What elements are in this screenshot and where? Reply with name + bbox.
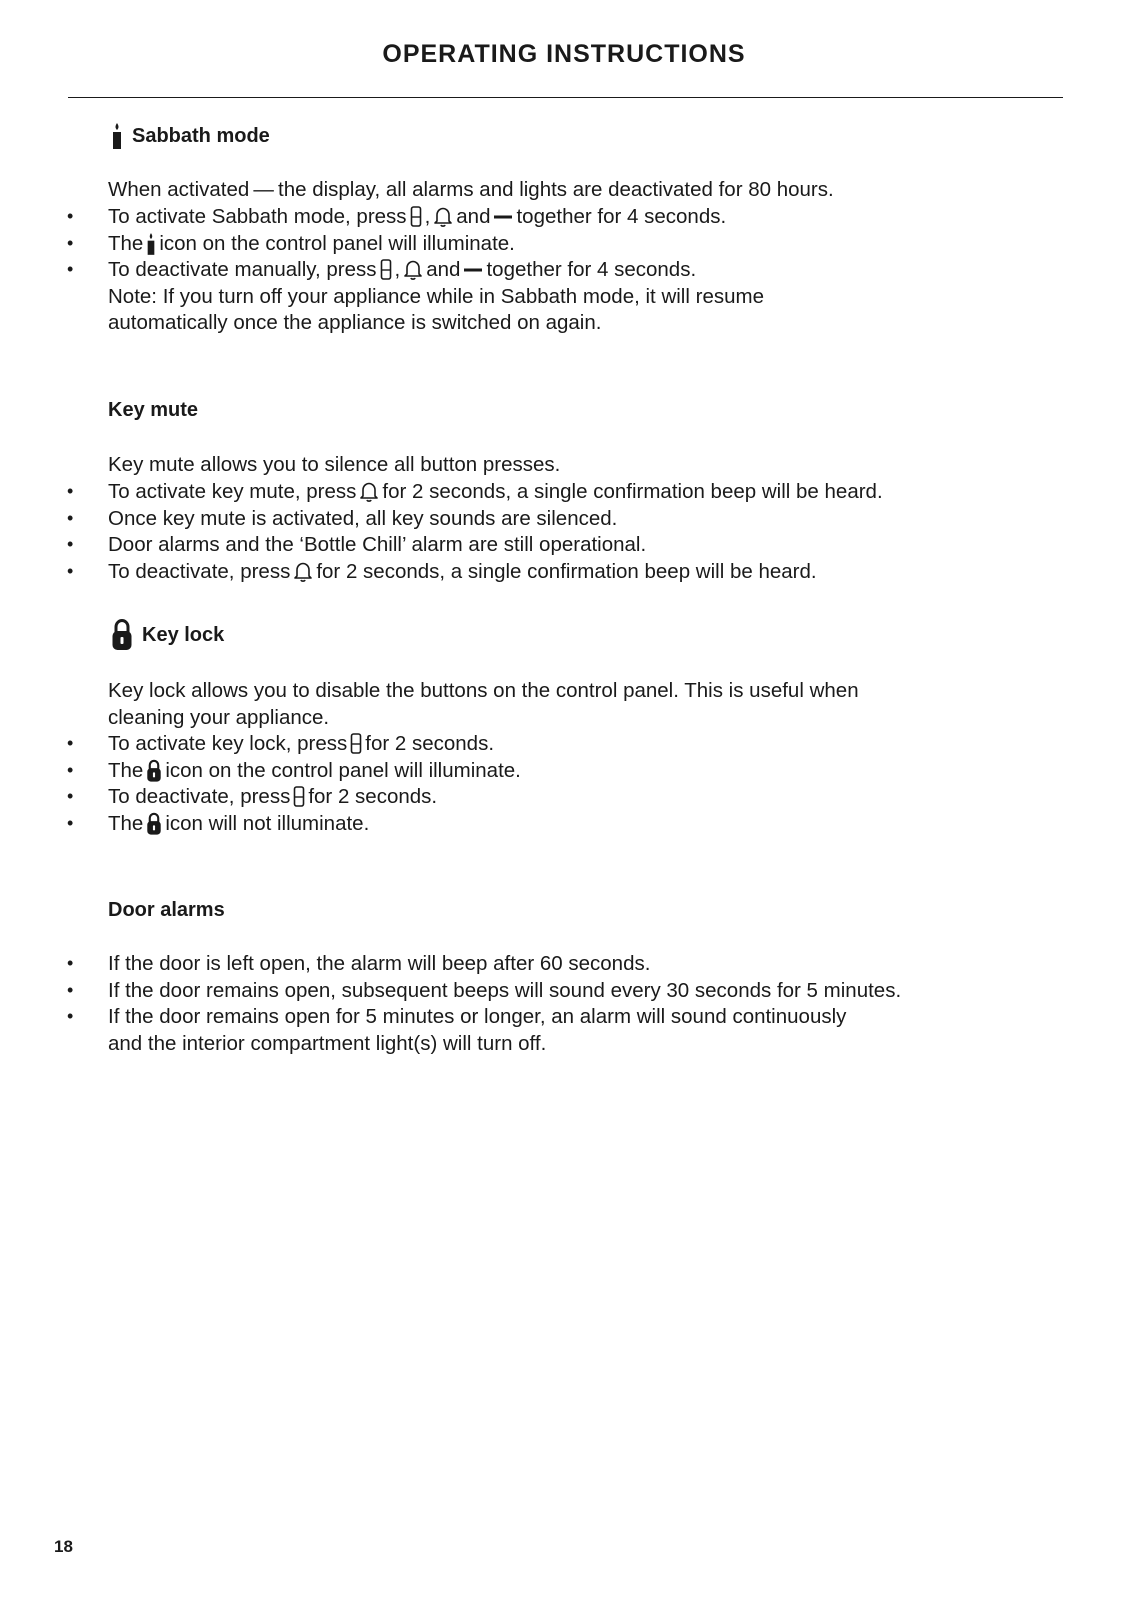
page-title: OPERATING INSTRUCTIONS (382, 40, 746, 68)
bullet-marker: • (67, 733, 74, 753)
key-button-icon (293, 785, 305, 809)
bullet-marker: • (67, 980, 74, 1000)
section-title: Key mute (108, 398, 199, 421)
page-number: 18 (54, 1537, 73, 1556)
bullet-marker: • (67, 534, 74, 554)
bullet-marker: • (67, 760, 74, 780)
list-item (108, 203, 726, 230)
list-item (108, 478, 883, 505)
list-item (108, 230, 515, 257)
header-divider (68, 97, 1063, 98)
list-item-text: To deactivate, press (108, 785, 291, 808)
key-button-icon (380, 258, 392, 282)
list-item-text: To activate key mute, press (108, 480, 357, 503)
bullet-marker: • (67, 786, 74, 806)
bullet-marker: • (67, 481, 74, 501)
list-item-text: and (426, 258, 461, 281)
list-item-text: To deactivate, press (108, 560, 291, 583)
minus-icon (493, 207, 513, 227)
bell-icon (359, 481, 379, 503)
paragraph: Key mute allows you to silence all button presses. (108, 453, 561, 476)
list-item (108, 256, 696, 283)
list-item (108, 730, 494, 757)
list-item-text: and (456, 205, 491, 228)
bullet-marker: • (67, 233, 74, 253)
list-item-text: for 2 seconds, a single confirmation beep will be heard. (316, 560, 817, 583)
list-item: If the door remains open, subsequent beeps will sound every 30 seconds for 5 minutes. (108, 979, 902, 1002)
list-item-text: , (394, 258, 401, 281)
list-item: Once key mute is activated, all key sounds are silenced. (108, 507, 618, 530)
bullet-marker: • (67, 561, 74, 581)
door-alarms-heading (108, 895, 225, 925)
list-item-text: icon on the control panel will illuminate. (159, 232, 515, 255)
bullet-marker: • (67, 259, 74, 279)
list-item-text: for 2 seconds. (308, 785, 438, 808)
list-item-text: for 2 seconds, a single confirmation beep will be heard. (382, 480, 883, 503)
list-item: If the door remains open for 5 minutes or longer, an alarm will sound continuously (108, 1005, 847, 1028)
key-button-icon (410, 205, 422, 229)
paragraph: When activated — the display, all alarms and lights are deactivated for 80 hours. (108, 178, 834, 201)
list-item-text: To deactivate manually, press (108, 258, 377, 281)
list-item: If the door is left open, the alarm will beep after 60 seconds. (108, 952, 651, 975)
list-item-text: for 2 seconds. (365, 732, 495, 755)
bell-icon (293, 561, 313, 583)
list-item-text: together for 4 seconds. (516, 205, 727, 228)
list-item (108, 810, 369, 837)
list-item (108, 783, 437, 810)
section-title: Sabbath mode (132, 124, 270, 147)
list-item (108, 558, 817, 585)
candle-icon (146, 232, 156, 256)
list-item: Door alarms and the ‘Bottle Chill’ alarm are still operational. (108, 533, 647, 556)
note-text: Note: If you turn off your appliance while in Sabbath mode, it will resume (108, 285, 764, 308)
list-item-text: , (424, 205, 431, 228)
bullet-marker: • (67, 508, 74, 528)
paragraph: Key lock allows you to disable the buttons on the control panel. This is useful when (108, 679, 859, 702)
list-item-text: The (108, 812, 144, 835)
list-item-text: The (108, 759, 144, 782)
key-mute-heading (108, 395, 198, 425)
lock-icon (111, 618, 133, 652)
key-lock-heading (108, 620, 224, 650)
minus-icon (463, 260, 483, 280)
list-item-text: icon will not illuminate. (165, 812, 370, 835)
sabbath-mode-heading (108, 121, 270, 151)
bullet-marker: • (67, 953, 74, 973)
bell-icon (403, 259, 423, 281)
bell-icon (433, 206, 453, 228)
lock-icon (146, 759, 162, 783)
section-title: Door alarms (108, 898, 225, 921)
list-item-text: To activate Sabbath mode, press (108, 205, 407, 228)
list-item-continuation: and the interior compartment light(s) will turn off. (108, 1032, 547, 1055)
key-button-icon (350, 732, 362, 756)
paragraph: cleaning your appliance. (108, 706, 330, 729)
bullet-marker: • (67, 206, 74, 226)
list-item (108, 757, 521, 784)
bullet-marker: • (67, 1006, 74, 1026)
list-item-text: icon on the control panel will illuminate. (165, 759, 521, 782)
candle-icon (111, 122, 123, 150)
list-item-text: together for 4 seconds. (486, 258, 697, 281)
section-title: Key lock (142, 623, 225, 646)
note-text: automatically once the appliance is switched on again. (108, 311, 602, 334)
bullet-marker: • (67, 813, 74, 833)
lock-icon (146, 812, 162, 836)
list-item-text: To activate key lock, press (108, 732, 348, 755)
list-item-text: The (108, 232, 144, 255)
